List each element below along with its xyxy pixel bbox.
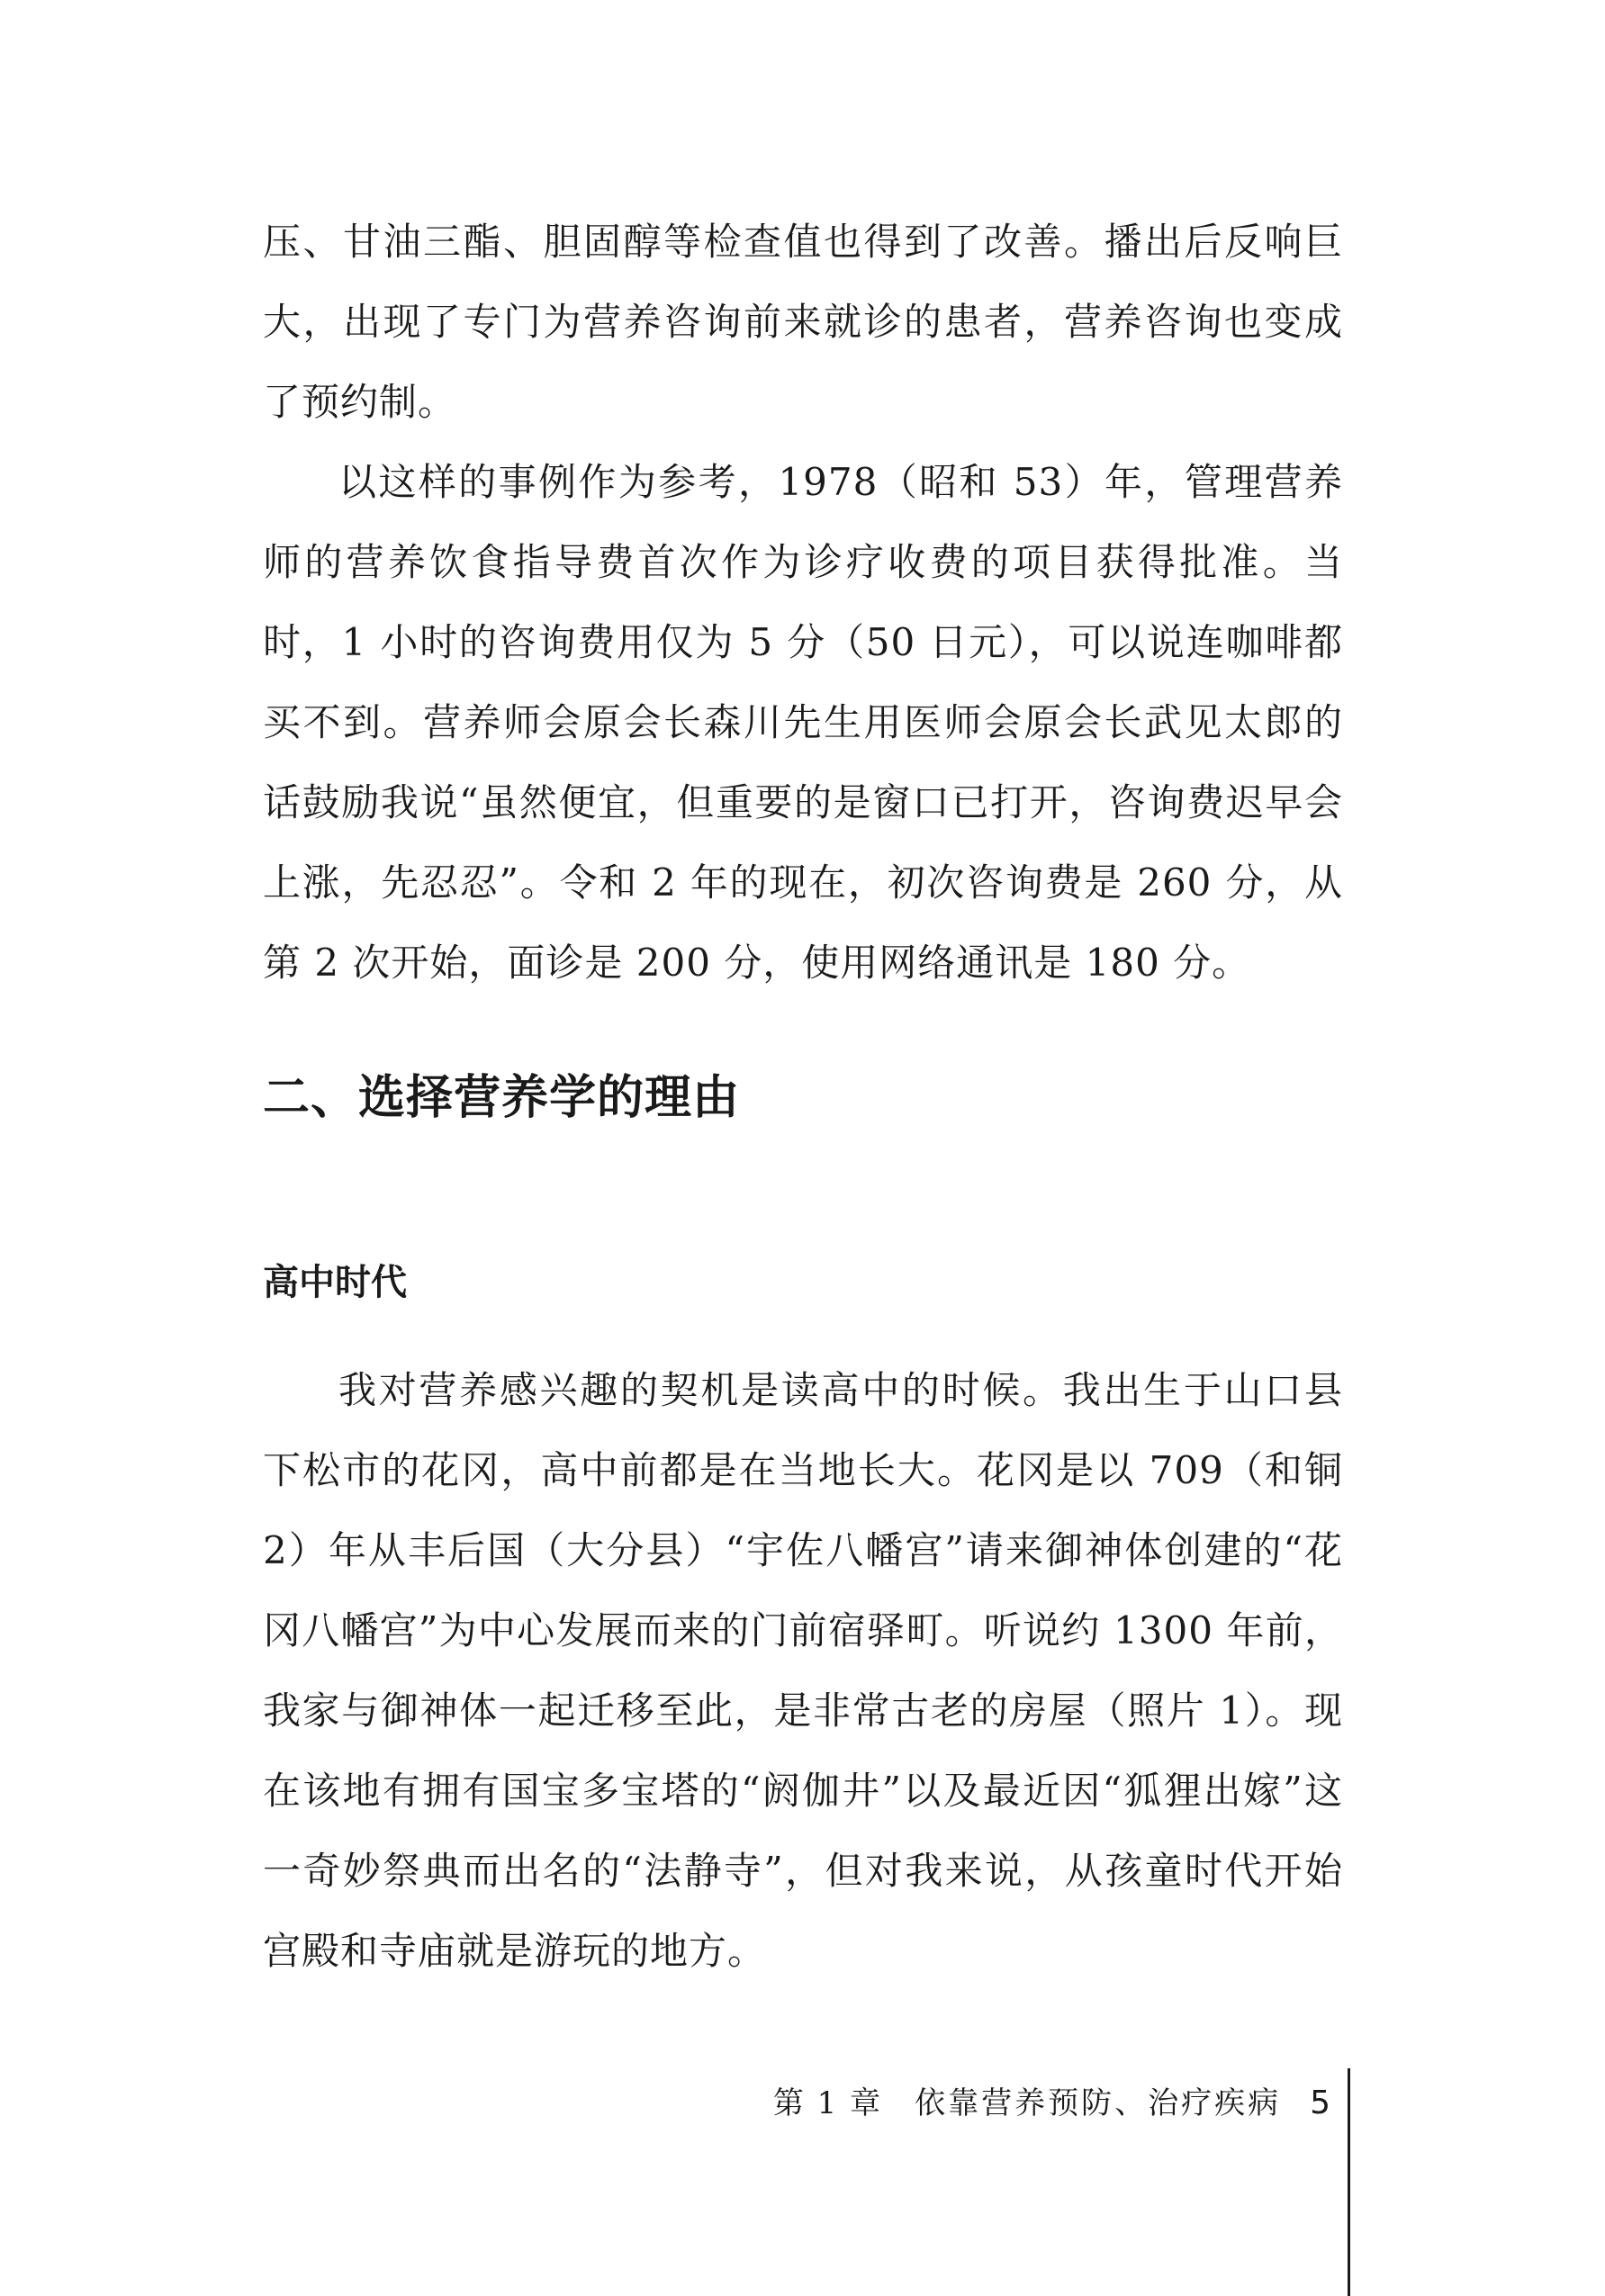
page-footer — [773, 2081, 1330, 2126]
chapter-label: 第 1 章 — [772, 2085, 883, 2121]
section-heading: 二、选择营养学的理由 — [263, 1070, 741, 1125]
chapter-title: 依靠营养预防、治疗疾病 — [915, 2085, 1282, 2121]
page-number: 5 — [1310, 2084, 1330, 2121]
footer-vertical-rule — [1348, 2068, 1350, 2296]
paragraph: 我对营养感兴趣的契机是读高中的时候。我出生于山口县下松市的花冈，高中前都是在当地长大。花冈是以 709（和铜 2）年从丰后国（大分县）“宇佐八幡宫”请来御神体创建的“花冈八幡宫”为中心发展而来的门前宿驿町。听说约 1300 年前，我家与御神体一起迁移至此，是非常古老的房屋（照片 1）。现在该地有拥有国宝多宝塔的“阏伽井”以及最近因“狐狸出嫁”这一奇妙祭典而出名的“法静寺”，但对我来说，从孩童时代开始宫殿和寺庙就是游玩的地方。 — [263, 1368, 1343, 1973]
sub-heading: 高中时代 — [263, 1262, 407, 1303]
body-text-top — [263, 202, 1343, 1003]
paragraph: 压、甘油三酯、胆固醇等检查值也得到了改善。播出后反响巨大，出现了专门为营养咨询前来就诊的患者，营养咨询也变成了预约制。 — [263, 220, 1343, 424]
body-text-mid — [263, 1350, 1343, 1991]
paragraph: 以这样的事例作为参考，1978（昭和 53）年，管理营养师的营养饮食指导费首次作为诊疗收费的项目获得批准。当时，1 小时的咨询费用仅为 5 分（50 日元），可以说连咖啡都买不到。营养师会原会长森川先生用医师会原会长武见太郎的话鼓励我说“虽然便宜，但重要的是窗口已打开，咨询费迟早会上涨，先忍忍”。令和 2 年的现在，初次咨询费是 260 分，从第 2 次开始，面诊是 200 分，使用网络通讯是 180 分。 — [263, 460, 1343, 985]
